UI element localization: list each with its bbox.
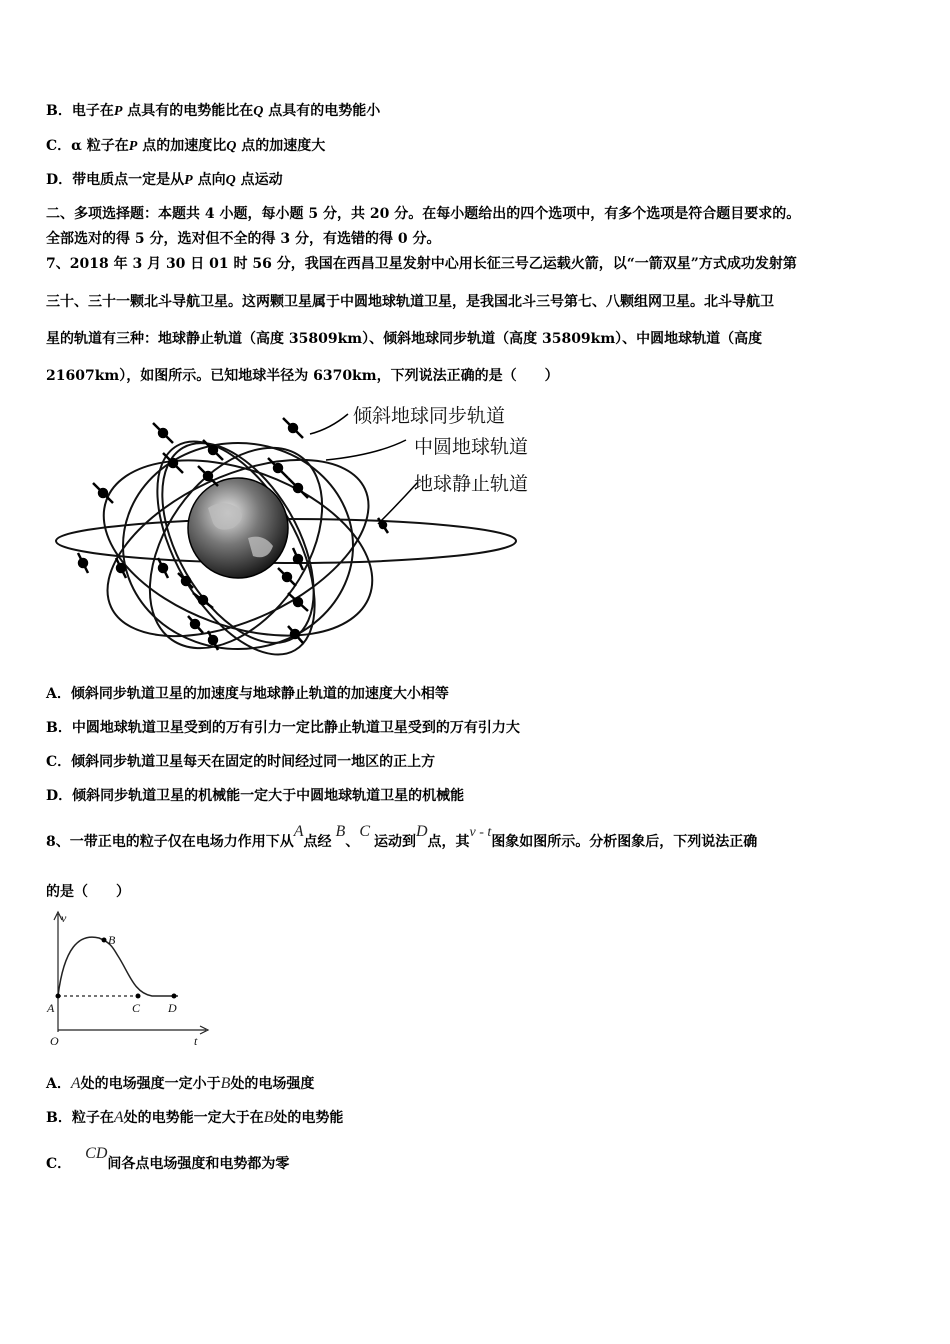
label-inclined-geo-orbit: 倾斜地球同步轨道	[353, 405, 506, 427]
section2-header-line1: 二、多项选择题：本题共 4 小题，每小题 5 分，共 20 分。在每小题给出的四个选项中，有多个选项是符合题目要求的。	[46, 206, 801, 222]
satellite-icon	[153, 423, 173, 443]
q7-stem-line1: 7、2018 年 3 月 30 日 01 时 56 分，我国在西昌卫星发射中心用长征三号乙运载火箭，以“一箭双星”方式成功发射第	[46, 256, 797, 272]
orbit-diagram	[48, 398, 568, 663]
satellite-icon	[283, 418, 303, 438]
q7-stem-line4: 21607km），如图所示。已知地球半径为 6370km，下列说法正确的是（ ）	[46, 368, 559, 384]
var-cd: CD	[85, 1145, 108, 1162]
q7-option-c: C．倾斜同步轨道卫星每天在固定的时间经过同一地区的正上方	[46, 754, 436, 770]
point-b	[102, 938, 107, 943]
satellite-icon	[188, 616, 203, 633]
vt-curve	[58, 937, 178, 996]
label-a: A	[47, 1001, 55, 1015]
label-geostationary-orbit: 地球静止轨道	[414, 473, 529, 495]
q6-option-d: D．带电质点一定是从P 点向Q 点运动	[46, 172, 283, 188]
label-c: C	[132, 1001, 141, 1015]
var-q: Q	[225, 173, 236, 188]
q8-option-c: C．CD间各点电场强度和电势都为零	[46, 1145, 290, 1172]
var-b: B	[220, 1075, 231, 1092]
q7-stem-line3: 星的轨道有三种：地球静止轨道（高度 35809km）、倾斜地球同步轨道（高度 35809km）、中圆地球轨道（高度	[46, 331, 763, 347]
label-b: B	[108, 933, 116, 947]
satellite-icon	[178, 573, 193, 588]
q7-option-d: D．倾斜同步轨道卫星的机械能一定大于中圆地球轨道卫星的机械能	[46, 788, 465, 804]
earth	[188, 478, 288, 578]
var-b: B	[335, 823, 346, 840]
label-v: v	[61, 911, 67, 925]
var-b: B	[263, 1109, 274, 1126]
point-c	[136, 994, 141, 999]
q7-option-a: A．倾斜同步轨道卫星的加速度与地球静止轨道的加速度大小相等	[46, 686, 449, 702]
var-q: Q	[226, 139, 237, 154]
var-a: A	[293, 823, 304, 840]
section2-header-line2: 全部选对的得 5 分，选对但不全的得 3 分，有选错的得 0 分。	[46, 231, 441, 247]
q7-option-b: B．中圆地球轨道卫星受到的万有引力一定比静止轨道卫星受到的万有引力大	[46, 720, 520, 736]
satellite-icon	[293, 548, 303, 570]
var-p: P	[113, 104, 123, 119]
point-a	[56, 994, 61, 999]
vt-graph	[44, 908, 214, 1050]
point-d	[172, 994, 177, 999]
label-o: O	[50, 1034, 59, 1048]
q8-stem-line1: 8、一带正电的粒子仅在电场力作用下从A点经B、C运动到D点，其v - t图象如图所示。分析图象后，下列说法正确	[46, 823, 758, 850]
var-q: Q	[253, 104, 264, 119]
var-p: P	[184, 173, 193, 188]
q8-option-a: A．A处的电场强度一定小于B处的电场强度	[46, 1075, 315, 1092]
q7-stem-line2: 三十、三十一颗北斗导航卫星。这两颗卫星属于中圆地球轨道卫星，是我国北斗三号第七、八颗组网卫星。北斗导航卫	[46, 294, 774, 310]
var-d: D	[415, 823, 428, 840]
q8-option-b: B．粒子在A处的电势能一定大于在B处的电势能	[46, 1109, 344, 1126]
satellite-icon	[203, 440, 223, 460]
q8-stem-line2: 的是（ ）	[46, 884, 130, 900]
var-a: A	[70, 1075, 81, 1092]
label-t: t	[194, 1034, 198, 1048]
q6-option-c: C．α 粒子在P 点的加速度比Q 点的加速度大	[46, 138, 326, 154]
satellite-icon	[78, 553, 88, 573]
satellite-icon	[158, 558, 168, 578]
label-meo-orbit: 中圆地球轨道	[414, 436, 529, 458]
q6-option-b: B．电子在P 点具有的电势能比在Q 点具有的电势能小	[46, 103, 381, 119]
var-a: A	[113, 1109, 124, 1126]
var-c: C	[359, 823, 370, 840]
satellite-icon	[278, 568, 296, 586]
var-p: P	[128, 139, 138, 154]
label-d: D	[168, 1001, 177, 1015]
satellite-icon	[288, 478, 308, 498]
var-vt: v - t	[469, 825, 492, 840]
